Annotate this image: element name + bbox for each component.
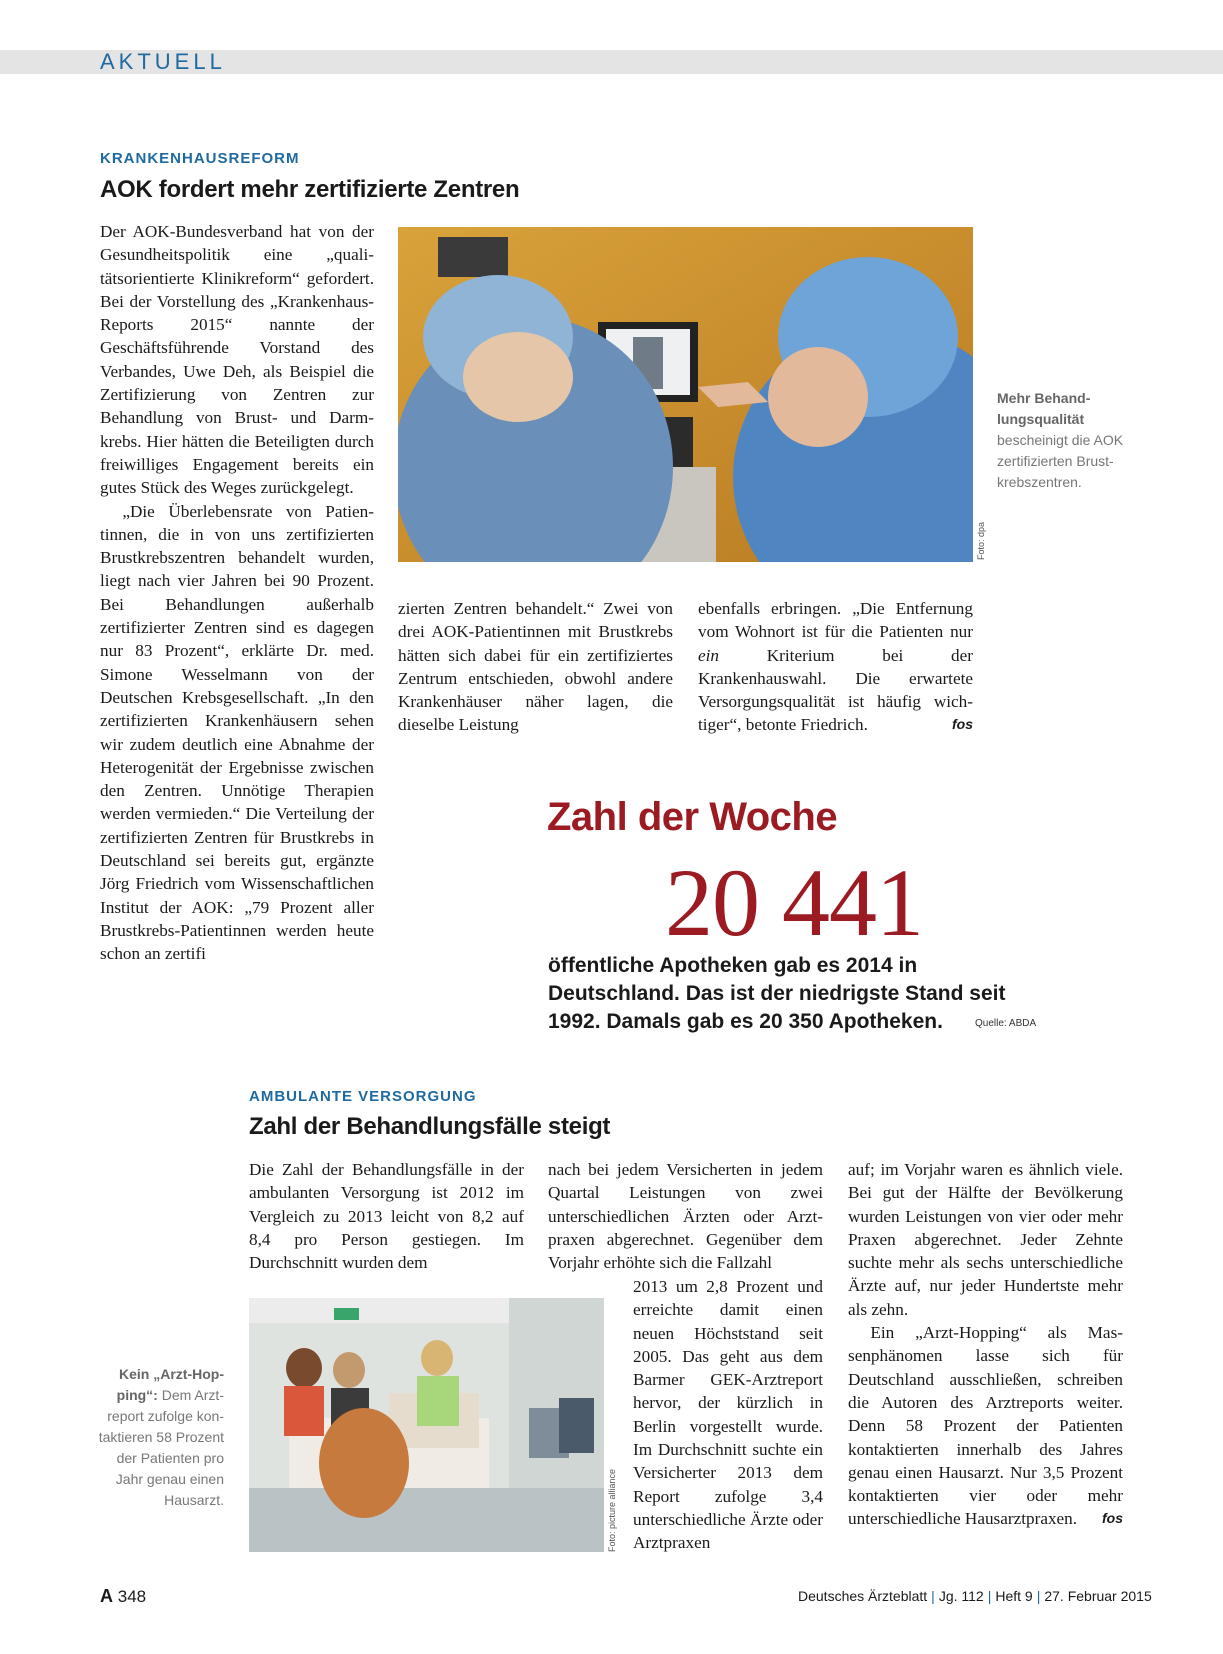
journal-volume: Jg. 112	[938, 1588, 984, 1604]
article2-column-2-top-text: nach bei jedem Versicherten in jedem Quartal Leistungen von zwei unterschiedlichen Ärzten oder Arztpraxen abgerechnet. Gegenüber dem Vorjahr erhöhte sich die Fallzahl	[548, 1160, 823, 1273]
article2-column-2-narrow-text: 2013 um 2,8 Prozent und erreichte damit einen neuen Höchststand seit 2005. Das geht aus dem Barmer GEK-Arztreport hervor, der kürzlich in Berlin vorgestellt wurde. Im Durchschnitt suchte ein Versicherter 2013 dem Report zufolge 3,4 unterschiedliche Ärzte oder Arztpraxen	[633, 1277, 823, 1553]
page-number-value: 348	[117, 1587, 147, 1606]
photo1-caption	[997, 388, 1127, 493]
photo1-caption-bold: Mehr Behandlungsqualität	[997, 390, 1091, 427]
zahl-der-woche-title: Zahl der Woche	[547, 795, 838, 839]
surgeons-illustration	[398, 227, 973, 562]
article2-signature: fos	[1102, 1510, 1123, 1527]
article1-column-3	[698, 597, 973, 737]
article2-column-2-narrow	[633, 1275, 823, 1555]
article1-column-3-part-b: Kriterium bei der Krankenhauswahl. Die erwartete Versorgungsqualität ist häufig wichtiger“, betonte Friedrich.	[698, 645, 973, 735]
photo1-credit: Foto: dpa	[976, 521, 986, 560]
reception-illustration	[249, 1298, 604, 1552]
article1-headline: AOK fordert mehr zertifizierte Zentren	[100, 176, 520, 203]
article1-paragraph-1: Der AOK-Bundesverband hat von der Gesundheitspolitik eine „qualitätsorientierte Klinikreform“ gefordert. Bei der Vorstellung des „Krankenhaus-Reports 2015“ nannte der Geschäftsführende Vorstand des Verbandes, Uwe Deh, als Beispiel die Zertifizierung von Zentren zur Behandlung von Brust- und Darmkrebs. Hier hätten die Beteiligten durch freiwilliges Engagement bereits ein gutes Stück des Weges zurückgelegt.	[100, 222, 374, 498]
page-number	[100, 1586, 146, 1607]
journal-info	[798, 1588, 1152, 1604]
article1-kicker: KRANKENHAUSREFORM	[100, 150, 300, 167]
zahl-der-woche-number: 20 441	[665, 849, 923, 956]
article2-headline: Zahl der Behandlungsfälle steigt	[249, 1113, 611, 1140]
photo2-caption	[94, 1364, 224, 1511]
journal-name: Deutsches Ärzteblatt	[798, 1588, 928, 1604]
journal-date: 27. Februar 2015	[1044, 1588, 1152, 1604]
photo2-credit: Foto: picture alliance	[607, 1468, 617, 1552]
photo2-caption-bold: Kein „Arzt-Hopping“:	[116, 1366, 224, 1403]
journal-issue: Heft 9	[995, 1588, 1033, 1604]
footer-separator: |	[1036, 1588, 1041, 1604]
article2-column-1-text: Die Zahl der Behandlungsfälle in der ambulanten Versorgung ist 2012 im Vergleich zu 2013 leicht von 8,2 auf 8,4 pro Person gestiegen. Im Durchschnitt wurden dem	[249, 1160, 524, 1273]
article2-column-3	[848, 1158, 1123, 1531]
photo2-caption-text: Dem Arztreport zufolge kontaktieren 58 Prozent der Patienten pro Jahr genau einen Hausarzt.	[98, 1387, 224, 1508]
article2-column-1	[249, 1158, 524, 1274]
article2-column-3-paragraph-2	[848, 1321, 1123, 1531]
article1-column-1	[100, 220, 374, 966]
footer-separator: |	[931, 1588, 935, 1604]
zahl-der-woche-source: Quelle: ABDA	[975, 1018, 1037, 1029]
article1-column-3-part-a: ebenfalls erbringen. „Die Entfernung vom Wohnort ist für die Patienten nur	[698, 599, 973, 642]
article2-column-3-paragraph-1: auf; im Vorjahr waren es ähnlich viele. Bei gut der Hälfte der Bevölkerung wurden Leistungen von vier oder mehr Praxen abgerechnet. Jeder Zehnte suchte mehr als sechs unterschiedliche Ärzte auf, nur jeder Hundertste mehr als zehn.	[848, 1160, 1123, 1319]
article1-column-3-text	[698, 597, 973, 737]
footer-separator: |	[987, 1588, 992, 1604]
page-prefix: A	[100, 1586, 113, 1606]
reception-photo	[249, 1298, 604, 1552]
article1-column-2-text: zierten Zentren behandelt.“ Zwei von drei AOK-Patientinnen mit Brustkrebs hätten sich dabei für ein zertifiziertes Zentrum entschieden, obwohl andere Krankenhäuser näher lagen, die dieselbe Leistung	[398, 599, 673, 735]
article2-column-2-top	[548, 1158, 823, 1274]
article1-signature: fos	[952, 716, 973, 733]
surgeons-photo	[398, 227, 973, 562]
photo1-caption-text: bescheinigt die AOK zertifizierten Brustkrebszentren.	[997, 432, 1124, 490]
article2-kicker: AMBULANTE VERSORGUNG	[249, 1088, 477, 1105]
zahl-der-woche-text: öffentliche Apotheken gab es 2014 in Deutschland. Das ist der niedrigste Stand seit 1992. Damals gab es 20 350 Apotheken.	[548, 954, 1006, 1033]
article1-column-3-emphasis: ein	[698, 645, 719, 665]
article2-column-3-paragraph-2-text: Ein „Arzt-Hopping“ als Massenphänomen lasse sich für Deutschland ausschließen, schreiben die Autoren des Arztreports weiter. Denn 58 Prozent der Patienten kontaktierten innerhalb des Jahres genau einen Hausarzt. Nur 3,5 Prozent kontaktierten vier oder mehr unterschiedliche Hausarztpraxen.	[848, 1323, 1123, 1529]
section-label: AKTUELL	[100, 49, 226, 74]
article1-paragraph-2: „Die Überlebensrate von Patientinnen, die in von uns zertifizierten Brustkrebszentren behandelt wurden, liegt nach vier Jahren bei 90 Prozent. Bei Behandlungen außerhalb zertifizierter Zentren sind es dagegen nur 83 Prozent“, erklärte Dr. med. Simone Wesselmann von der Deutschen Krebsgesellschaft. „In den zertifizierten Krankenhäusern sehen wir zudem deutlich eine Abnahme der Heterogenität der Ergebnisse zwischen den Zentren. Unnötige Therapien werden vermieden.“ Die Verteilung der zertifizierten Zentren für Brustkrebs in Deutschland sei bereits gut, ergänzte Jörg Friedrich vom Wissenschaftlichen Institut der AOK: „79 Prozent aller Brustkrebs-Patientinnen werden heute schon an zertifi	[100, 501, 374, 964]
article1-column-2	[398, 597, 673, 737]
